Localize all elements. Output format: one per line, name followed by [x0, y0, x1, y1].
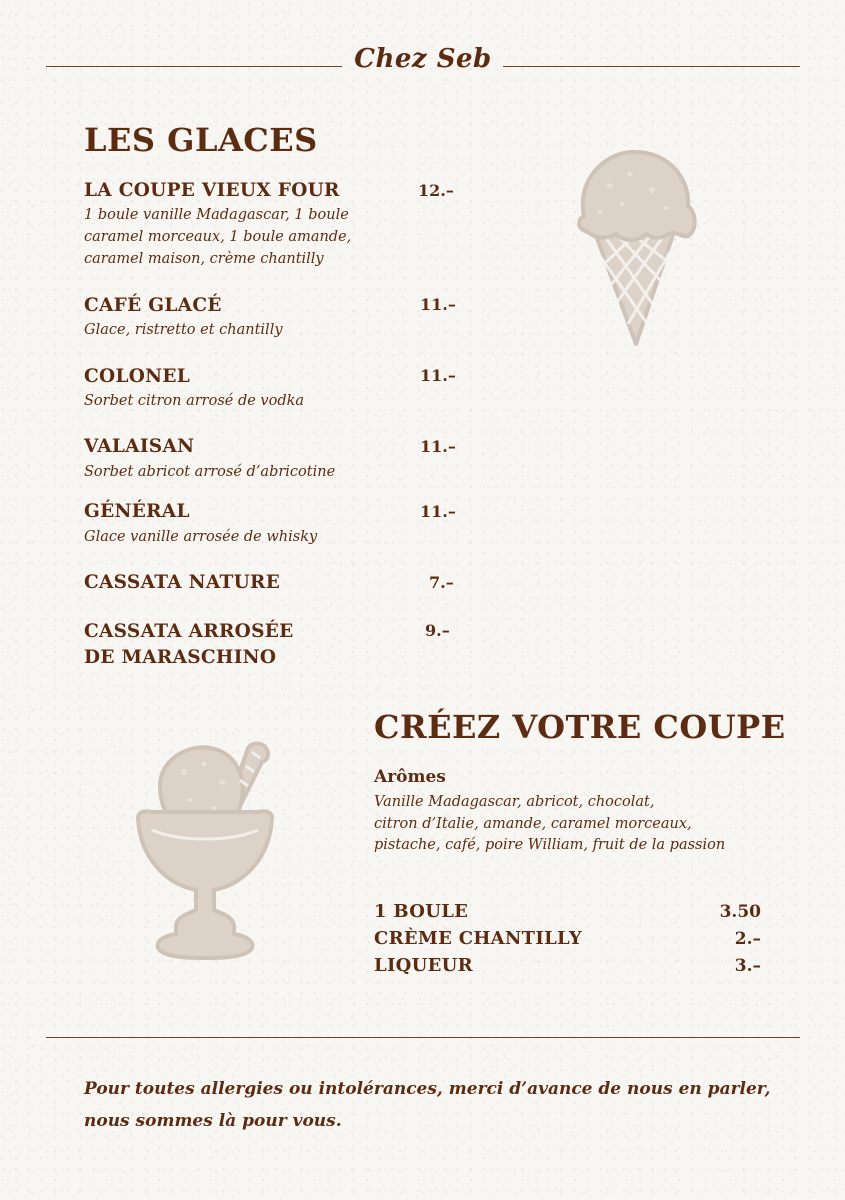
- allergy-note: [84, 1073, 804, 1137]
- menu-item-name: DE MARASCHINO: [84, 647, 277, 668]
- menu-item-name: GÉNÉRAL: [84, 501, 190, 522]
- aromes-text: citron d’Italie, amande, caramel morceaux,: [374, 816, 692, 832]
- menu-item-price: 9.–: [425, 621, 450, 640]
- menu-item-desc: Sorbet abricot arrosé d’abricotine: [84, 464, 336, 480]
- menu-item-price: 11.–: [420, 502, 456, 521]
- aromes-text: pistache, café, poire William, fruit de la passion: [374, 837, 726, 853]
- ice-cream-cone-icon: [570, 146, 700, 352]
- menu-item-desc: Sorbet citron arrosé de vodka: [84, 393, 305, 409]
- menu-item-price: 11.–: [420, 295, 456, 314]
- menu-item-price: 11.–: [420, 366, 456, 385]
- menu-item-desc: caramel maison, crème chantilly: [84, 251, 324, 267]
- extra-name: 1 BOULE: [374, 901, 469, 922]
- menu-item-price: 7.–: [429, 573, 454, 592]
- menu-item-name: CAFÉ GLACÉ: [84, 295, 222, 316]
- extra-name: CRÈME CHANTILLY: [374, 928, 582, 949]
- menu-item-name: VALAISAN: [84, 436, 195, 457]
- menu-item-name: LA COUPE VIEUX FOUR: [84, 180, 340, 201]
- extra-price: 3.–: [734, 956, 761, 976]
- brand-name: Chez Seb: [354, 44, 492, 74]
- menu-item-desc: 1 boule vanille Madagascar, 1 boule: [84, 207, 349, 223]
- menu-item-price: 12.–: [418, 181, 454, 200]
- extra-name: LIQUEUR: [374, 955, 473, 976]
- aromes-title: Arômes: [374, 767, 446, 787]
- allergy-note-line: Pour toutes allergies ou intolérances, merci d’avance de nous en parler,: [84, 1079, 771, 1099]
- menu-item-desc: Glace, ristretto et chantilly: [84, 322, 283, 338]
- header-rule-right: [503, 66, 800, 67]
- menu-item-name: CASSATA NATURE: [84, 572, 281, 593]
- menu-item-desc: caramel morceaux, 1 boule amande,: [84, 229, 352, 245]
- extra-price: 3.50: [719, 902, 761, 922]
- section-title-glaces: LES GLACES: [84, 121, 318, 159]
- menu-item-desc: Glace vanille arrosée de whisky: [84, 529, 318, 545]
- header-rule-left: [46, 66, 342, 67]
- menu-item-name: CASSATA ARROSÉE: [84, 621, 294, 642]
- extra-price: 2.–: [734, 929, 761, 949]
- section-title-coupe: CRÉEZ VOTRE COUPE: [374, 708, 786, 746]
- menu-item-price: 11.–: [420, 437, 456, 456]
- footer-rule: [46, 1037, 800, 1038]
- allergy-note-line: nous sommes là pour vous.: [84, 1111, 342, 1131]
- ice-cream-sundae-icon: [130, 738, 280, 960]
- menu-item-name: COLONEL: [84, 366, 191, 387]
- aromes-text: Vanille Madagascar, abricot, chocolat,: [374, 794, 655, 810]
